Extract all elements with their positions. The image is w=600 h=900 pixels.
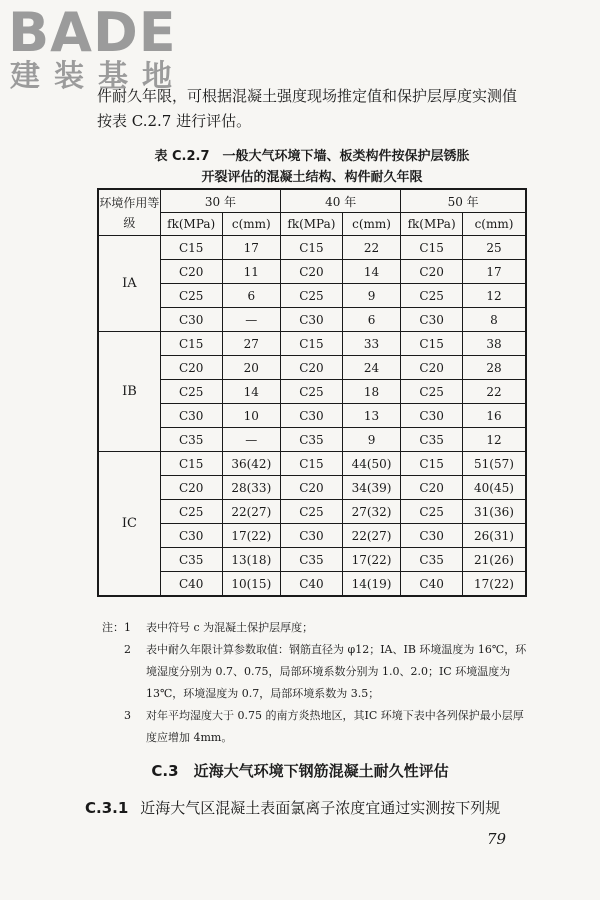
- cover-cell: 17: [462, 260, 526, 284]
- table-caption-line1: 表 C.2.7 一般大气环境下墙、板类构件按保护层锈胀: [154, 149, 470, 164]
- clause-text: 近海大气区混凝土表面氯离子浓度宜通过实测按下列规: [140, 799, 501, 817]
- env-grade-header: 环境作用等级: [98, 189, 160, 236]
- note-text: 表中耐久年限计算参数取值：钢筋直径为 φ12；ⅠA、ⅠB 环境温度为 16℃，环境湿度分别为 0.7、0.75，局部环境系数分别为 1.0、2.0；ⅠC 环境温度为 13℃，环境湿度为 0.7，局部环境系数为 3.5；: [146, 643, 527, 700]
- strength-cell: C15: [160, 236, 222, 260]
- cover-cell: 10: [222, 404, 281, 428]
- strength-cell: C20: [281, 356, 343, 380]
- watermark-logo: [8, 1, 186, 94]
- env-grade-cell: ⅠC: [98, 452, 160, 597]
- c-header: c(mm): [222, 213, 281, 236]
- note-text: 对年平均湿度大于 0.75 的南方炎热地区，其ⅠC 环境下表中各列保护最小层厚度应增加 4mm。: [146, 709, 524, 744]
- table-row: [98, 356, 526, 380]
- clause-paragraph: [85, 797, 535, 818]
- strength-cell: C25: [401, 284, 463, 308]
- table-row: [98, 452, 526, 476]
- cover-cell: 12: [462, 284, 526, 308]
- cover-cell: 26(31): [462, 524, 526, 548]
- cover-cell: 38: [462, 332, 526, 356]
- c-header: c(mm): [342, 213, 401, 236]
- strength-cell: C25: [160, 380, 222, 404]
- strength-cell: C15: [281, 332, 343, 356]
- strength-cell: C20: [160, 356, 222, 380]
- cover-cell: 44(50): [342, 452, 401, 476]
- strength-cell: C20: [160, 260, 222, 284]
- strength-cell: C30: [160, 404, 222, 428]
- cover-cell: 27: [222, 332, 281, 356]
- durability-table: [97, 188, 527, 597]
- strength-cell: C40: [160, 572, 222, 597]
- strength-cell: C20: [160, 476, 222, 500]
- strength-cell: C20: [281, 260, 343, 284]
- note-text: 表中符号 c 为混凝土保护层厚度；: [146, 621, 314, 634]
- cover-cell: 14: [342, 260, 401, 284]
- table-row: [98, 524, 526, 548]
- strength-cell: C30: [281, 308, 343, 332]
- cover-cell: —: [222, 428, 281, 452]
- logo-wordmark: BADE: [8, 1, 177, 64]
- cover-cell: 34(39): [342, 476, 401, 500]
- strength-cell: C15: [281, 236, 343, 260]
- strength-cell: C30: [281, 404, 343, 428]
- notes-label: 注：: [102, 621, 124, 634]
- table-row: [98, 476, 526, 500]
- logo-subtitle: 建装基地: [10, 59, 186, 94]
- note-item: [102, 705, 532, 749]
- strength-cell: C40: [401, 572, 463, 597]
- strength-cell: C25: [160, 284, 222, 308]
- cover-cell: 27(32): [342, 500, 401, 524]
- fk-header: fk(MPa): [281, 213, 343, 236]
- note-item: [102, 639, 532, 705]
- strength-cell: C15: [401, 236, 463, 260]
- table-row: [98, 380, 526, 404]
- cover-cell: 11: [222, 260, 281, 284]
- strength-cell: C15: [401, 452, 463, 476]
- strength-cell: C35: [281, 548, 343, 572]
- year-header-40: 40 年: [281, 189, 401, 213]
- clause-number: C.3.1: [85, 799, 129, 817]
- cover-cell: 28(33): [222, 476, 281, 500]
- note-number: 3: [124, 709, 131, 722]
- cover-cell: 31(36): [462, 500, 526, 524]
- section-heading: C.3 近海大气环境下钢筋混凝土耐久性评估: [151, 762, 449, 780]
- strength-cell: C20: [401, 356, 463, 380]
- table-row: [98, 308, 526, 332]
- note-number: 1: [124, 621, 131, 634]
- table-row: [98, 548, 526, 572]
- cover-cell: 22(27): [342, 524, 401, 548]
- fk-header: fk(MPa): [160, 213, 222, 236]
- strength-cell: C30: [401, 308, 463, 332]
- strength-cell: C40: [281, 572, 343, 597]
- cover-cell: 12: [462, 428, 526, 452]
- c-header: c(mm): [462, 213, 526, 236]
- note-item: [102, 617, 532, 639]
- cover-cell: 8: [462, 308, 526, 332]
- strength-cell: C35: [160, 428, 222, 452]
- cover-cell: 17(22): [462, 572, 526, 597]
- cover-cell: 18: [342, 380, 401, 404]
- table-notes: [102, 617, 532, 749]
- strength-cell: C25: [281, 500, 343, 524]
- strength-cell: C25: [160, 500, 222, 524]
- strength-cell: C30: [281, 524, 343, 548]
- cover-cell: 51(57): [462, 452, 526, 476]
- strength-cell: C25: [401, 500, 463, 524]
- table-row: [98, 284, 526, 308]
- year-header-50: 50 年: [401, 189, 526, 213]
- table-caption-line2: 开裂评估的混凝土结构、构件耐久年限: [201, 170, 423, 185]
- cover-cell: 17: [222, 236, 281, 260]
- env-grade-cell: ⅠA: [98, 236, 160, 332]
- table-row: [98, 572, 526, 597]
- strength-cell: C20: [401, 260, 463, 284]
- cover-cell: 14: [222, 380, 281, 404]
- cover-cell: 21(26): [462, 548, 526, 572]
- cover-cell: 14(19): [342, 572, 401, 597]
- cover-cell: 6: [222, 284, 281, 308]
- strength-cell: C20: [281, 476, 343, 500]
- table-row: [98, 404, 526, 428]
- strength-cell: C30: [160, 524, 222, 548]
- intro-paragraph: 件耐久年限，可根据混凝土强度现场推定值和保护层厚度实测值按表 C.2.7 进行评估。: [97, 87, 518, 130]
- table-row: [98, 428, 526, 452]
- cover-cell: 22(27): [222, 500, 281, 524]
- fk-header: fk(MPa): [401, 213, 463, 236]
- cover-cell: 25: [462, 236, 526, 260]
- cover-cell: 22: [342, 236, 401, 260]
- strength-cell: C15: [160, 332, 222, 356]
- strength-cell: C30: [401, 524, 463, 548]
- cover-cell: —: [222, 308, 281, 332]
- strength-cell: C25: [281, 284, 343, 308]
- env-grade-cell: ⅠB: [98, 332, 160, 452]
- strength-cell: C35: [281, 428, 343, 452]
- strength-cell: C25: [401, 380, 463, 404]
- cover-cell: 6: [342, 308, 401, 332]
- cover-cell: 17(22): [222, 524, 281, 548]
- strength-cell: C15: [160, 452, 222, 476]
- page-number: 79: [487, 830, 507, 848]
- cover-cell: 22: [462, 380, 526, 404]
- cover-cell: 28: [462, 356, 526, 380]
- cover-cell: 40(45): [462, 476, 526, 500]
- strength-cell: C35: [401, 428, 463, 452]
- cover-cell: 17(22): [342, 548, 401, 572]
- cover-cell: 9: [342, 284, 401, 308]
- cover-cell: 9: [342, 428, 401, 452]
- strength-cell: C20: [401, 476, 463, 500]
- cover-cell: 36(42): [222, 452, 281, 476]
- cover-cell: 10(15): [222, 572, 281, 597]
- cover-cell: 16: [462, 404, 526, 428]
- cover-cell: 13: [342, 404, 401, 428]
- strength-cell: C30: [401, 404, 463, 428]
- table-row: [98, 236, 526, 260]
- cover-cell: 33: [342, 332, 401, 356]
- cover-cell: 24: [342, 356, 401, 380]
- table-body: [98, 236, 526, 597]
- year-header-30: 30 年: [160, 189, 280, 213]
- strength-cell: C35: [401, 548, 463, 572]
- cover-cell: 13(18): [222, 548, 281, 572]
- note-number: 2: [124, 643, 131, 656]
- strength-cell: C15: [281, 452, 343, 476]
- table-row: [98, 332, 526, 356]
- strength-cell: C15: [401, 332, 463, 356]
- cover-cell: 20: [222, 356, 281, 380]
- strength-cell: C30: [160, 308, 222, 332]
- table-row: [98, 500, 526, 524]
- strength-cell: C25: [281, 380, 343, 404]
- table-row: [98, 260, 526, 284]
- strength-cell: C35: [160, 548, 222, 572]
